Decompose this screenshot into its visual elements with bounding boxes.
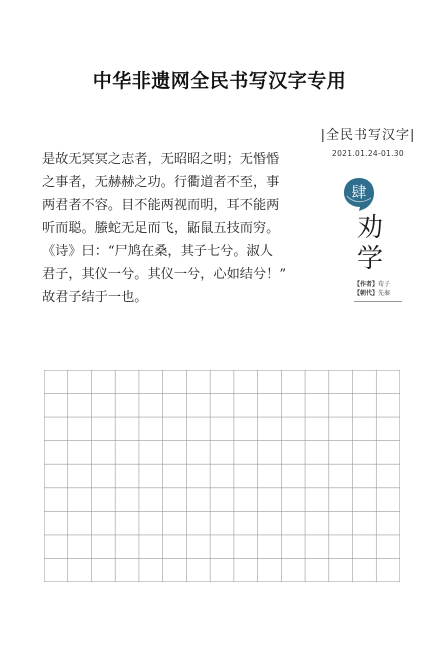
- seal-icon: [342, 176, 376, 212]
- passage-line: 君子，其仪一兮。其仪一兮，心如结兮！”: [42, 267, 287, 282]
- seal-char: 肆: [351, 183, 367, 201]
- passage-line: 两君者不容。目不能两视而明，耳不能两: [42, 198, 280, 213]
- side-header: [318, 124, 418, 158]
- date-range: 2021.01.24-01.30: [332, 149, 404, 158]
- dynasty-label: 【朝代】: [354, 290, 379, 297]
- work-title-char: 劝: [356, 213, 383, 243]
- passage-line: 《诗》曰：“尸鸠在桑，其子七兮。淑人: [42, 244, 273, 259]
- side-heading: |全民书写汉字|: [320, 128, 416, 143]
- meta-divider: [354, 301, 402, 302]
- passage-line: 听而聪。螣蛇无足而飞，鼫鼠五技而穷。: [42, 221, 280, 236]
- work-meta: [354, 280, 390, 298]
- passage-line: 是故无冥冥之志者，无昭昭之明；无惛惛: [42, 152, 280, 167]
- work-title-char: 学: [356, 244, 383, 274]
- dynasty: 先秦: [378, 290, 391, 297]
- author-label: 【作者】: [354, 281, 379, 288]
- passage-line: 故君子结于一也。: [42, 290, 148, 305]
- passage-line: 之事者，无赫赫之功。行衢道者不至，事: [42, 175, 280, 190]
- writing-grid[interactable]: [44, 370, 400, 582]
- passage-text: [42, 148, 312, 309]
- page-title: 中华非遗网全民书写汉字专用: [92, 70, 347, 92]
- author: 荀子: [378, 281, 391, 288]
- work-title: [350, 213, 390, 275]
